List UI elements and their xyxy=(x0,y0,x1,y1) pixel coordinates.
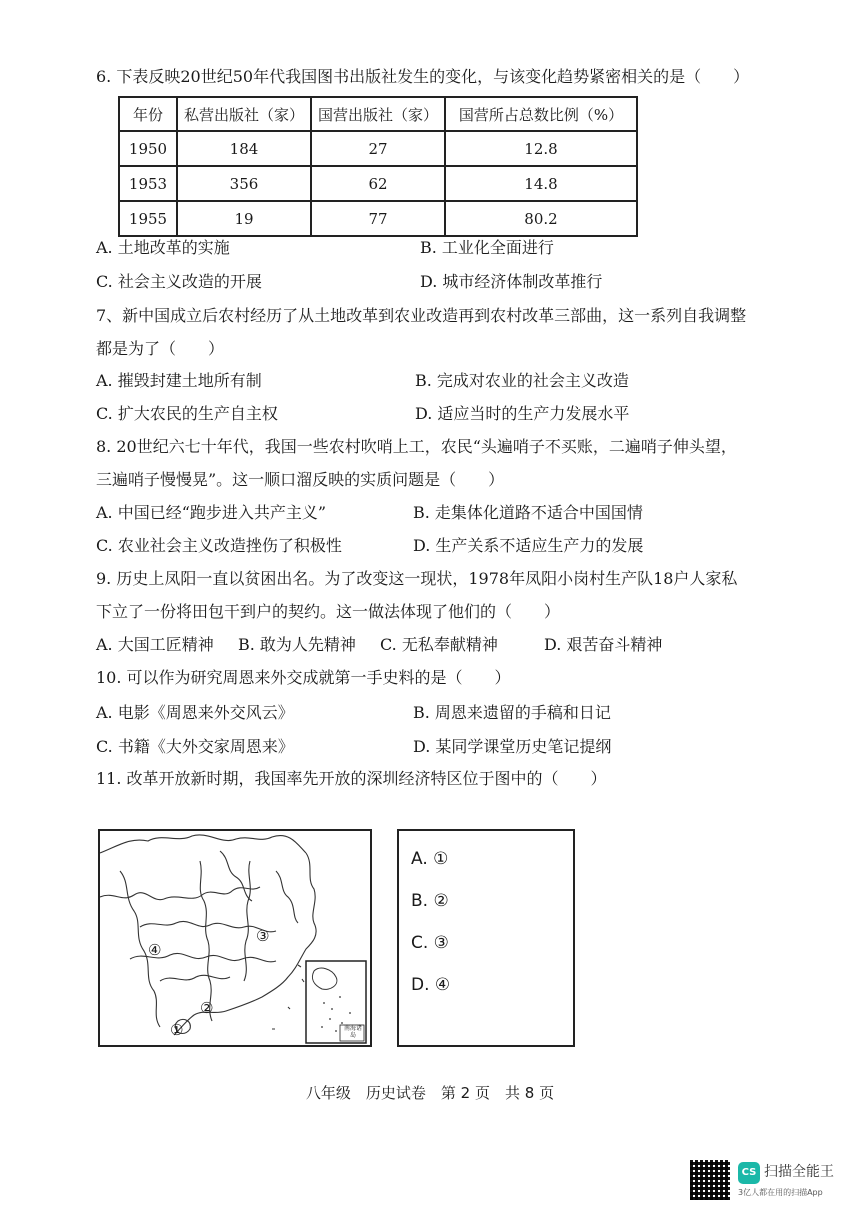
q6-option-b: B. 工业化全面进行 xyxy=(420,238,554,257)
q9-stem-line1: 9. 历史上凤阳一直以贫困出名。为了改变这一现状，1978年凤阳小岗村生产队18户人家私 xyxy=(96,569,738,588)
table-cell: 356 xyxy=(177,166,311,201)
q11-option-d: D. ④ xyxy=(411,975,451,995)
q11-stem: 11. 改革开放新时期，我国率先开放的深圳经济特区位于图中的（ ） xyxy=(96,769,607,788)
table-cell: 14.8 xyxy=(445,166,637,201)
q10-option-c: C. 书籍《大外交家周恩来》 xyxy=(96,737,294,756)
q8-option-a: A. 中国已经“跑步进入共产主义” xyxy=(96,503,327,522)
table-cell: 1955 xyxy=(119,201,177,236)
q11-option-c: C. ③ xyxy=(411,933,449,953)
table-cell: 12.8 xyxy=(445,131,637,166)
q10-option-d: D. 某同学课堂历史笔记提纲 xyxy=(413,737,612,756)
q6-stem: 6. 下表反映20世纪50年代我国图书出版社发生的变化，与该变化趋势紧密相关的是（ ） xyxy=(96,67,750,86)
inset-label: 南海诸岛 xyxy=(343,1025,362,1039)
q11-option-a: A. ① xyxy=(411,849,449,869)
q7-option-c: C. 扩大农民的生产自主权 xyxy=(96,404,278,423)
q10-option-a: A. 电影《周恩来外交风云》 xyxy=(96,703,294,722)
table-cell: 1953 xyxy=(119,166,177,201)
page-footer: 八年级 历史试卷 第 2 页 共 8 页 xyxy=(305,1084,555,1102)
q8-stem-line1: 8. 20世纪六七十年代，我国一些农村吹哨上工，农民“头遍哨子不买账，二遍哨子伸头望， xyxy=(96,437,737,456)
table-cell: 77 xyxy=(311,201,445,236)
q6-table xyxy=(118,96,638,237)
map-marker-1: ① xyxy=(170,1021,184,1039)
q7-option-a: A. 摧毁封建土地所有制 xyxy=(96,371,262,390)
q11-option-b: B. ② xyxy=(411,891,449,911)
table-row xyxy=(119,201,637,236)
table-cell: 184 xyxy=(177,131,311,166)
table-header: 私营出版社（家） xyxy=(177,97,311,131)
table-header: 国营出版社（家） xyxy=(311,97,445,131)
map-marker-2: ② xyxy=(200,999,214,1017)
q7-option-d: D. 适应当时的生产力发展水平 xyxy=(415,404,630,423)
q10-stem: 10. 可以作为研究周恩来外交成就第一手史料的是（ ） xyxy=(96,668,511,687)
china-map xyxy=(98,829,372,1047)
table-cell: 1950 xyxy=(119,131,177,166)
table-cell: 62 xyxy=(311,166,445,201)
q7-stem-line1: 7、新中国成立后农村经历了从土地改革到农业改造再到农村改革三部曲，这一系列自我调整 xyxy=(96,306,747,325)
table-cell: 27 xyxy=(311,131,445,166)
q9-stem-line2: 下立了一份将田包干到户的契约。这一做法体现了他们的（ ） xyxy=(96,602,561,621)
q9-option-a: A. 大国工匠精神 xyxy=(96,635,214,654)
q8-option-d: D. 生产关系不适应生产力的发展 xyxy=(413,536,644,555)
table-row xyxy=(119,166,637,201)
q6-option-a: A. 土地改革的实施 xyxy=(96,238,230,257)
table-header: 国营所占总数比例（%） xyxy=(445,97,637,131)
map-drawing xyxy=(100,831,370,1045)
q8-stem-line2: 三遍哨子慢慢晃”。这一顺口溜反映的实质问题是（ ） xyxy=(96,470,505,489)
q9-option-c: C. 无私奉献精神 xyxy=(380,635,498,654)
table-header: 年份 xyxy=(119,97,177,131)
table-row xyxy=(119,131,637,166)
watermark-title: 扫描全能王 xyxy=(764,1164,834,1180)
q7-option-b: B. 完成对农业的社会主义改造 xyxy=(415,371,629,390)
table-cell: 19 xyxy=(177,201,311,236)
q8-option-b: B. 走集体化道路不适合中国国情 xyxy=(413,503,643,522)
q9-option-b: B. 敢为人先精神 xyxy=(238,635,356,654)
q9-option-d: D. 艰苦奋斗精神 xyxy=(544,635,663,654)
map-marker-4: ④ xyxy=(148,941,162,959)
q7-stem-line2: 都是为了（ ） xyxy=(96,339,225,358)
table-header-row xyxy=(119,97,637,131)
q11-options-box xyxy=(397,829,575,1047)
table-cell: 80.2 xyxy=(445,201,637,236)
qr-code-icon xyxy=(690,1160,730,1200)
q10-option-b: B. 周恩来遗留的手稿和日记 xyxy=(413,703,611,722)
camscanner-logo-icon: CS xyxy=(738,1162,760,1184)
q6-option-d: D. 城市经济体制改革推行 xyxy=(420,272,603,291)
scanner-watermark xyxy=(690,1160,855,1205)
q6-option-c: C. 社会主义改造的开展 xyxy=(96,272,262,291)
watermark-subtitle: 3亿人都在用的扫描App xyxy=(738,1188,823,1197)
map-marker-3: ③ xyxy=(256,927,270,945)
q8-option-c: C. 农业社会主义改造挫伤了积极性 xyxy=(96,536,342,555)
